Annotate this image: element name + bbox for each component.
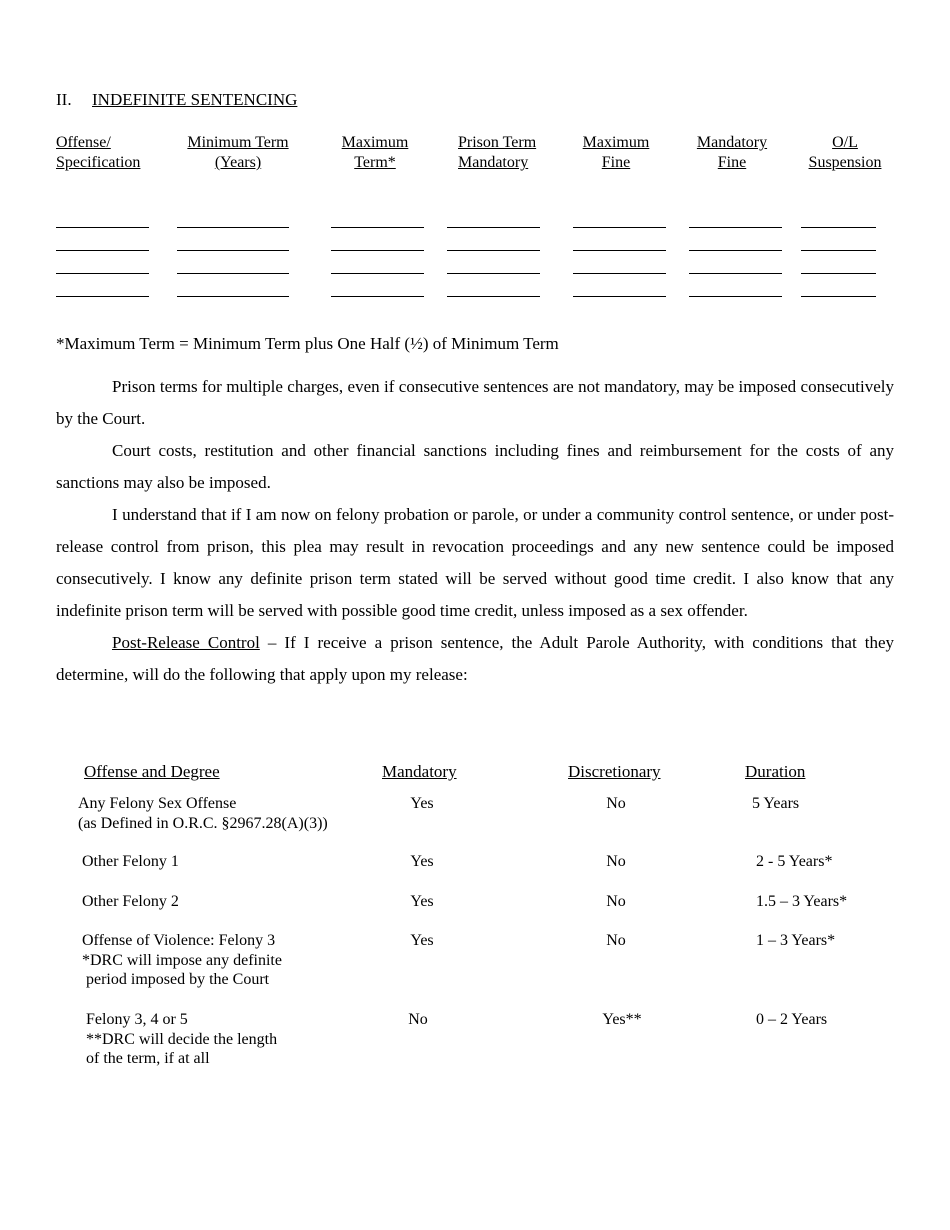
blank-line-mandatory-fine[interactable] (689, 273, 782, 274)
body-paragraphs (56, 371, 894, 691)
prc-row-discretionary: No (606, 932, 626, 949)
column-header-prison-term (458, 133, 536, 173)
blank-line-maximum-fine[interactable] (573, 250, 666, 251)
blank-line-offense[interactable] (56, 296, 149, 297)
prc-row-offense: Offense of Violence: Felony 3 *DRC will impose any definite period imposed by the Court (82, 932, 282, 988)
prc-row-offense: Felony 3, 4 or 5 **DRC will decide the length of the term, if at all (86, 1011, 278, 1067)
column-header-maximum-term (330, 133, 420, 173)
section-title: INDEFINITE SENTENCING (92, 90, 298, 109)
blank-line-ol-suspension[interactable] (801, 296, 876, 297)
blank-line-minimum-term[interactable] (177, 227, 289, 228)
prc-header-discretionary: Discretionary (568, 762, 661, 781)
prc-row-discretionary: No (606, 795, 626, 812)
column-header-mandatory-fine (688, 133, 776, 173)
column-header-line: O/L (832, 134, 858, 151)
blank-line-maximum-term[interactable] (331, 296, 424, 297)
blank-line-mandatory-fine[interactable] (689, 227, 782, 228)
column-header-line: Fine (717, 154, 747, 171)
blank-line-prison-term[interactable] (447, 227, 540, 228)
blank-line-prison-term[interactable] (447, 273, 540, 274)
prc-row-duration: 0 – 2 Years (756, 1011, 828, 1028)
section-heading (56, 90, 297, 110)
blank-line-prison-term[interactable] (447, 296, 540, 297)
blank-line-offense[interactable] (56, 227, 149, 228)
blank-line-minimum-term[interactable] (177, 250, 289, 251)
paragraph-multiple-charges: Prison terms for multiple charges, even if consecutive sentences are not mandatory, may be imposed consecutively by the Court. (56, 377, 894, 428)
prc-row-duration: 1.5 – 3 Years* (756, 893, 848, 910)
blank-line-mandatory-fine[interactable] (689, 296, 782, 297)
blank-line-minimum-term[interactable] (177, 296, 289, 297)
column-header-line: Offense/ (56, 134, 111, 151)
blank-line-mandatory-fine[interactable] (689, 250, 782, 251)
blank-line-maximum-fine[interactable] (573, 273, 666, 274)
prc-row-discretionary: Yes** (602, 1011, 642, 1028)
prc-row-mandatory: No (408, 1011, 428, 1028)
prc-row-duration: 1 – 3 Years* (756, 932, 836, 949)
blank-line-maximum-term[interactable] (331, 250, 424, 251)
column-header-line: Mandatory (458, 154, 529, 171)
column-header-line: Maximum (341, 134, 409, 151)
blank-line-offense[interactable] (56, 250, 149, 251)
column-header-line: Minimum Term (187, 134, 289, 151)
prc-row-discretionary: No (606, 893, 626, 910)
prc-header-duration: Duration (745, 762, 806, 781)
column-header-line: Specification (56, 154, 141, 171)
blank-line-maximum-term[interactable] (331, 227, 424, 228)
blank-line-offense[interactable] (56, 273, 149, 274)
prc-row-offense: Other Felony 2 (82, 893, 179, 910)
blank-line-prison-term[interactable] (447, 250, 540, 251)
column-header-ol-suspension (800, 133, 890, 173)
column-header-maximum-fine (572, 133, 660, 173)
column-header-line: Mandatory (696, 134, 768, 151)
column-header-line: Prison Term (458, 134, 537, 151)
blank-line-minimum-term[interactable] (177, 273, 289, 274)
column-header-line: (Years) (214, 154, 262, 171)
blank-line-maximum-term[interactable] (331, 273, 424, 274)
post-release-control-text: – If I receive a prison sentence, the Adult Parole Authority, with conditions that they determine, will do the following that apply upon my release: (56, 633, 894, 684)
column-header-offense (56, 133, 140, 173)
prc-row-duration: 5 Years (752, 795, 800, 812)
section-number: II. (56, 90, 72, 109)
column-header-line: Maximum (582, 134, 650, 151)
prc-row-duration: 2 - 5 Years* (756, 853, 833, 870)
column-header-minimum-term (178, 133, 298, 173)
prc-row-offense: Any Felony Sex Offense (as Defined in O.R.C. §2967.28(A)(3)) (78, 795, 328, 832)
paragraph-post-release-control (56, 627, 894, 691)
blank-line-maximum-fine[interactable] (573, 296, 666, 297)
prc-header-mandatory: Mandatory (382, 762, 457, 781)
column-header-line: Fine (601, 154, 631, 171)
prc-row-offense: Other Felony 1 (82, 853, 179, 870)
paragraph-court-costs: Court costs, restitution and other financial sanctions including fines and reimbursement for the costs of any sanctions may also be imposed. (56, 441, 894, 492)
prc-row-mandatory: Yes (410, 893, 434, 910)
blank-line-maximum-fine[interactable] (573, 227, 666, 228)
paragraph-probation-parole: I understand that if I am now on felony probation or parole, or under a community control sentence, or under post-release control from prison, this plea may result in revocation proceedings and any new sentence could be imposed consecutively. I know any definite prison term stated will be served without good time credit. I also know that any indefinite prison term will be served with possible good time credit, unless imposed as a sex offender. (56, 505, 894, 620)
prc-row-mandatory: Yes (410, 853, 434, 870)
prc-row-discretionary: No (606, 853, 626, 870)
post-release-control-heading: Post-Release Control (112, 633, 260, 652)
column-header-line: Suspension (808, 154, 882, 171)
prc-row-mandatory: Yes (410, 932, 434, 949)
blank-line-ol-suspension[interactable] (801, 250, 876, 251)
blank-line-ol-suspension[interactable] (801, 273, 876, 274)
prc-header-offense: Offense and Degree (84, 762, 220, 781)
maximum-term-footnote: *Maximum Term = Minimum Term plus One Half (½) of Minimum Term (56, 334, 559, 353)
prc-row-mandatory: Yes (410, 795, 434, 812)
column-header-line: Term* (354, 154, 396, 171)
blank-line-ol-suspension[interactable] (801, 227, 876, 228)
